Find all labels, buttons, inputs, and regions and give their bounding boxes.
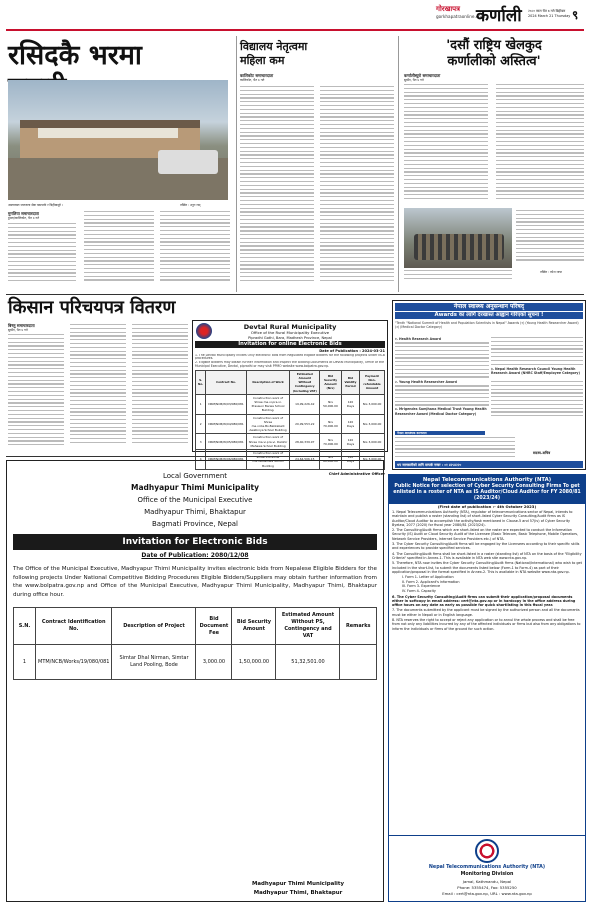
thimi-office: Office of the Municipal Executive [137,496,253,504]
nta-notice [388,474,586,902]
table-row [196,434,385,450]
table-cell: Nrs 3,000.00 [360,414,385,434]
devtal-note-1: 1. The Devtal Municipality invites Only electronic bids from Regulated eligible bidders for the following projects under NCB procedures. [195,353,385,361]
nta-foot-phone: Phone: 5355474, Fax: 5355250 [457,885,517,890]
story2-text-col1 [240,86,314,290]
table-cell: 3,000.00 [196,645,232,680]
table-cell: 3 [196,434,206,450]
table-cell: Nrs 70,000.00 [320,434,342,450]
nta-header [389,475,585,504]
table-cell: 120 Days [341,394,359,414]
story4-byline [8,323,68,332]
thimi-bid-table [13,607,377,680]
date-np: २०८० साल चैत ७ गते बिहीबार [528,9,566,13]
story1-photo-caption: अस्तव्यस्त जलजला सेवा बसपार्क र बिहीबासुरे । [8,203,64,207]
devtal-signature: Chief Administrative Officer [328,471,385,476]
devtal-banner: Invitation for online Electronic Bids [195,341,385,348]
story1-text-col2 [84,211,154,289]
table-cell: 4 [196,450,206,470]
table-header: Bid Validity Period [341,370,359,394]
nta-point: 1. Nepal Telecommunications Authority (NTA), regulator of telecommunications sector of Nepal, intends to maintain and publish a roster (standing list) of short-listed Cyber Security Consulting/Audit firms as IS Auditor/Cloud Auditor to accomplish the activity/task mentioned in Clause-5 and 57(iv) of Cyber Security Byelaw, 2077 (2020) for fiscal year 2080/81 (2023/24). [392,510,573,527]
table-cell: Nrs 3,000.00 [360,394,385,414]
table-header: Bid Security Amount [232,608,276,645]
table-cell: 1,50,000.00 [232,645,276,680]
table-header: Contract Identification No. [36,608,112,645]
nta-point: 7. The documents submitted by the applicant must be signed by the authorized person and all the documents must be either in Nepali or in English language. [392,608,580,617]
table-header: S.N. [14,608,36,645]
nhrc-left-head: १. Health Research Award [395,337,442,341]
nta-point: 8. NTA reserves the right to accept or reject any application or to annul the whole process and shall be free from not only any liabilities incurred by any of the affected individuals or firms but also from any obligations to inform the individuals or firms of the ground for such action. [392,618,581,631]
paper-name: गोरखापत्र [436,4,460,13]
table-cell: Construction work of Shree Indradhar ma.Va.Aamwa School Building [246,450,290,470]
thimi-gov: Local Government [162,472,228,480]
table-cell: Simtar Dhal Nirman, Simtar Land Pooling, Bode [112,645,196,680]
table-cell: 19,99,226.42 [290,394,320,414]
story4-text-col3 [132,324,188,450]
table-cell: 51,32,501.00 [276,645,340,680]
table-row [14,645,377,680]
nta-subtitle: Public Notice for selection of Cyber Security Consulting Firms To get enlisted in a roster of NTA as IS Auditor/Cloud Auditor for FY 2080/81 (2023/24) [393,484,581,501]
table-cell: Nrs 50,000.00 [320,394,342,414]
table-cell: 1 [196,394,206,414]
devtal-emblem [196,323,212,339]
table-row [196,414,385,434]
nta-point: 2. The Consulting/Audit firms which are short-listed on the roster are expected to conduct the Information Security (IS) Audit or Cloud Security Audit of the Licensee (Basic Telecom, Basic Telephone, Mobile Operators, Network Service Providers, Internet Service Providers etc.) of NTA. [392,528,579,541]
story3-text-col2 [496,84,584,206]
story3-byline [404,73,494,82]
story1-byline-place: हुम्ला/कालिकोट, चैत ७ गते [8,216,40,220]
building-sign [38,128,178,138]
nta-point: 5. Therefore, NTA now invites the Cyber Security Consulting/Audit firms (National/International) who wish to get included in the short-list, to submit the documents listed below (Form-1 to Form-4) as part of their application/proposal in the format specified in Annex-2. This is available in NTA website www.nta.gov.np. [392,561,582,574]
story4-text-col2 [70,324,126,450]
story1-photo-credit: तस्बिर : उनुन राम् [180,203,201,207]
crowd [414,234,504,260]
nhrc-left-head2: २. Young Health Researcher Award [395,380,457,385]
devtal-office: Office of the Rural Municipality Executive [250,330,330,335]
nhrc-sign: सदस्य–सचिव [533,451,551,455]
table-header: S. No. [196,370,206,394]
nta-form-item: II. Form 2- Applicant's information [402,579,460,584]
thimi-city: Madhyapur Thimi, Bhaktapur [144,508,246,516]
table-cell: 1 [14,645,36,680]
nta-footer [389,835,585,901]
table-cell: MTM/NCB/Works/19/080/081 [36,645,112,680]
nhrc-right-text2 [491,381,583,421]
nta-title: Nepal Telecommunications Authority (NTA) [422,477,552,483]
thimi-sign-2: Madhyapur Thimi, Bhaktapur [253,890,343,896]
page-number: ९ [572,8,579,22]
table-cell: 28,40,339.97 [290,434,320,450]
devtal-date: Date of Publication : 2024-03-21 [319,349,385,353]
story1-headline: रसिदकै भरमा [8,40,142,71]
table-cell: 120 Days [341,414,359,434]
story2-byline [240,73,350,82]
thimi-body: The Office of the Municipal Executive, Madhyapur Thimi Municipality invites electronic bids from Nepalese Eligible Bidders for the following projects Under National Competitive Bidding Procedures Eligible Bidders/Suppliers may obtain further information from the www.bolpatra.gov.np and Office of the Municipal Executive, Madhyapur Thimi Municipality, Madhyapur Thimi, Bhaktapur during office hour. [13,566,377,598]
nhrc-left-col [395,337,489,420]
nta-foot-sub: Monitoring Division [460,872,514,877]
nhrc-subtitle: Awards का लागि दरखास्त आह्वान गरिएको सूचना ! [395,312,583,319]
story1-body [8,211,232,291]
website[interactable]: gorkhapatraonline.com [436,14,485,19]
table-header: Description of Work [246,370,290,394]
nhrc-right-head: ३. Nepal Health Research Council Young Health Research Award (NHRC Staff/Employee Category) [491,367,580,376]
nta-points [389,510,585,631]
story3-text-col3 [516,210,584,268]
nta-foot-title: Nepal Telecommunications Authority (NTA) [428,865,546,870]
table-header: Bid Security Amount (Nrs) [320,370,342,394]
story3-byline-name: कर्णालीब्युरो समाचारदाता [404,73,441,78]
table-cell: Construction work of Shree ma.vi.pra.vi. Dalohir Mahawa School Building [246,434,290,450]
story2-byline-name: कालिकोट समाचारदाता [240,73,274,78]
nta-form-item: III. Form 3- Experience [402,584,441,589]
table-cell: 24,64,506.15 [290,450,320,470]
table-header: Payment Non-refundable Amount [360,370,385,394]
nta-form-item: I. Form 1- Letter of Application [402,575,454,580]
story4-byline-name: बिष्णु समाचारदाता [8,323,35,328]
thimi-org: Madhyapur Thimi Municipality [131,483,259,492]
table-cell: Construction work of Shree ma.vi.Ka.Bo.Balikaballi Awatiniya School Building [246,414,290,434]
table-cell: Construction work of Shree ma.vi.pra.vi. Prasauni Barwa School Building. [246,394,290,414]
nta-point: 6. The Cyber Security Consulting/Audit firms can submit their application/proposal documents either in softcopy in email address: cert@nta.gov.np or in hardcopy in the office address during office hours on any date as early as possible for quick shortlisting in this fiscal year. [392,594,576,608]
table-header: Bid Document Fee [196,608,232,645]
table-cell: Nrs 3,000.00 [360,434,385,450]
story3-photo-caption [404,270,512,290]
story1-text-col1 [8,223,76,289]
thimi-date: Date of Publication: 2080/12/08 [141,552,249,559]
table-cell: Nrs 70,000.00 [320,414,342,434]
story4-headline: किसान परिचयपत्र वितरण [8,297,176,318]
nhrc-docs-title: नेपाल आवश्यक कागजात [395,431,485,435]
table-cell: DRM/NCB/W/05/080/081 [206,434,246,450]
table-cell: Nrs 60,000.00 [320,450,342,470]
story4-byline-place: सुर्खेत, चैत ७ गते [8,328,28,332]
thimi-notice [6,460,384,902]
section-title: कर्णाली [476,6,522,26]
story3-photo [404,208,512,268]
devtal-notice [192,320,388,476]
devtal-org: Devtal Rural Municipality [243,323,337,331]
story2-headline-line2: महिला कम [240,54,285,67]
nhrc-right-text [491,337,583,367]
story3-headline-line2: कर्णालीको अस्तित्व' [447,54,541,69]
story3-text-col1 [404,84,488,206]
nhrc-title: नेपाल स्वास्थ्य अनुसन्धान परिषद् [395,303,583,311]
nhrc-right-col [491,337,583,421]
devtal-note-2: 2. Eligible Bidders may obtain further information and inspect the Bidding Documents at Devtal Municipality, Office of the Municipal Executive, Devtal, pipradhi or may visit PPMO website www.bolpatra.gov.np. [195,361,384,368]
table-cell: DRM/NCB/W/03/080/081 [206,394,246,414]
table-header: Contract No. [206,370,246,394]
table-header: Estimated Amount Without Contingency (Including VAT) [290,370,320,394]
table-cell: 20,99,553.22 [290,414,320,434]
story1-text-col3 [160,211,230,289]
nhrc-left-head3: ४. Mrigendra Samjhana Medical Trust Young Health Researcher Award (Medical Doctor Category) [395,407,487,416]
table-header: Estimated Amount Without PS, Contingency and VAT [276,608,340,645]
nta-point: 3. The Cyber Security Consulting/Audit firms will be engaged by the Licensees according to their specific skills and experiences to provide specified services. [392,542,580,551]
nta-logo [475,839,499,863]
story2-byline-place: कालिकोट, चैत ७ गते [240,78,265,82]
section-rule [6,456,384,457]
table-cell: Nrs 3,000.00 [360,450,385,470]
column-rule [398,36,399,292]
story3-byline-place: सुर्खेत, चैत ७ गते [404,78,424,82]
column-rule [236,36,237,292]
table-header-row [196,370,385,394]
devtal-address: Pipradhi Gothi, Bara, Madhesh Province, Nepal [248,335,332,340]
story3-photo-credit: तस्बिर : रमेश थापा [540,270,562,274]
thimi-banner: Invitation for Electronic Bids [13,534,377,550]
table-cell: 120 Days [341,434,359,450]
table-cell: 120 Days [341,450,359,470]
nhrc-left-text2 [395,385,489,407]
nta-point: 4. The Consulting/Audit firms shall be short-listed in a roster (standing list) of NTA on the basis of the "Eligibility Criteria" specified in Annex-1. This is available in NTA web site www.nta.gov.np. [392,551,582,560]
masthead-rule [6,29,584,31]
table-cell: DRM/NCB/W/06/080/081 [206,450,246,470]
story1-photo [8,80,228,200]
story3-headline-line1: 'दसौं राष्ट्रिय खेलकुद [446,38,542,53]
devtal-bid-table [195,370,385,470]
nhrc-left-text [395,342,489,380]
vehicle [158,150,218,174]
story2-text-col2 [320,86,394,290]
table-header: Description of Project [112,608,196,645]
thimi-province: Bagmati Province, Nepal [151,520,238,528]
story2-headline-line1: विद्यालय नेतृत्वमा [240,40,308,53]
table-cell: DRM/NCB/W/04/080/081 [206,414,246,434]
thimi-sign-1: Madhyapur Thimi Municipality [252,881,344,887]
nhrc-docs-list [395,437,515,461]
nta-foot-email[interactable]: Email : cert@nta.gov.np, URL : www.nta.gov.np [442,891,532,896]
table-cell [340,645,377,680]
nta-pub-date: (First date of publication :- 4th October 2023) [437,504,537,509]
table-row [196,394,385,414]
story4-text-col1 [8,334,64,450]
nta-form-item: IV. Form 4- Capacity [402,588,436,593]
section-rule [6,294,584,295]
date-en: 2024 March 21 Thursday [528,14,571,18]
story1-byline-name: मुगलिया समाचारदाता [8,211,39,216]
nta-foot-addr: Jamal, Kathmandu, Nepal [462,879,512,884]
nhrc-contact: थप जानकारीको लागि सम्पर्क नम्बर : ०१ ४२५४२२० [395,461,583,468]
nhrc-intro: "Tenth "National Summit of Health and Population Scientists in Nepal" Awards (१) (Young Health Researcher Award) (२) (Medical Doctor Category) [395,321,579,330]
nhrc-notice [392,300,586,470]
table-header: Remarks [340,608,377,645]
table-cell: 2 [196,414,206,434]
table-header-row [14,608,377,645]
